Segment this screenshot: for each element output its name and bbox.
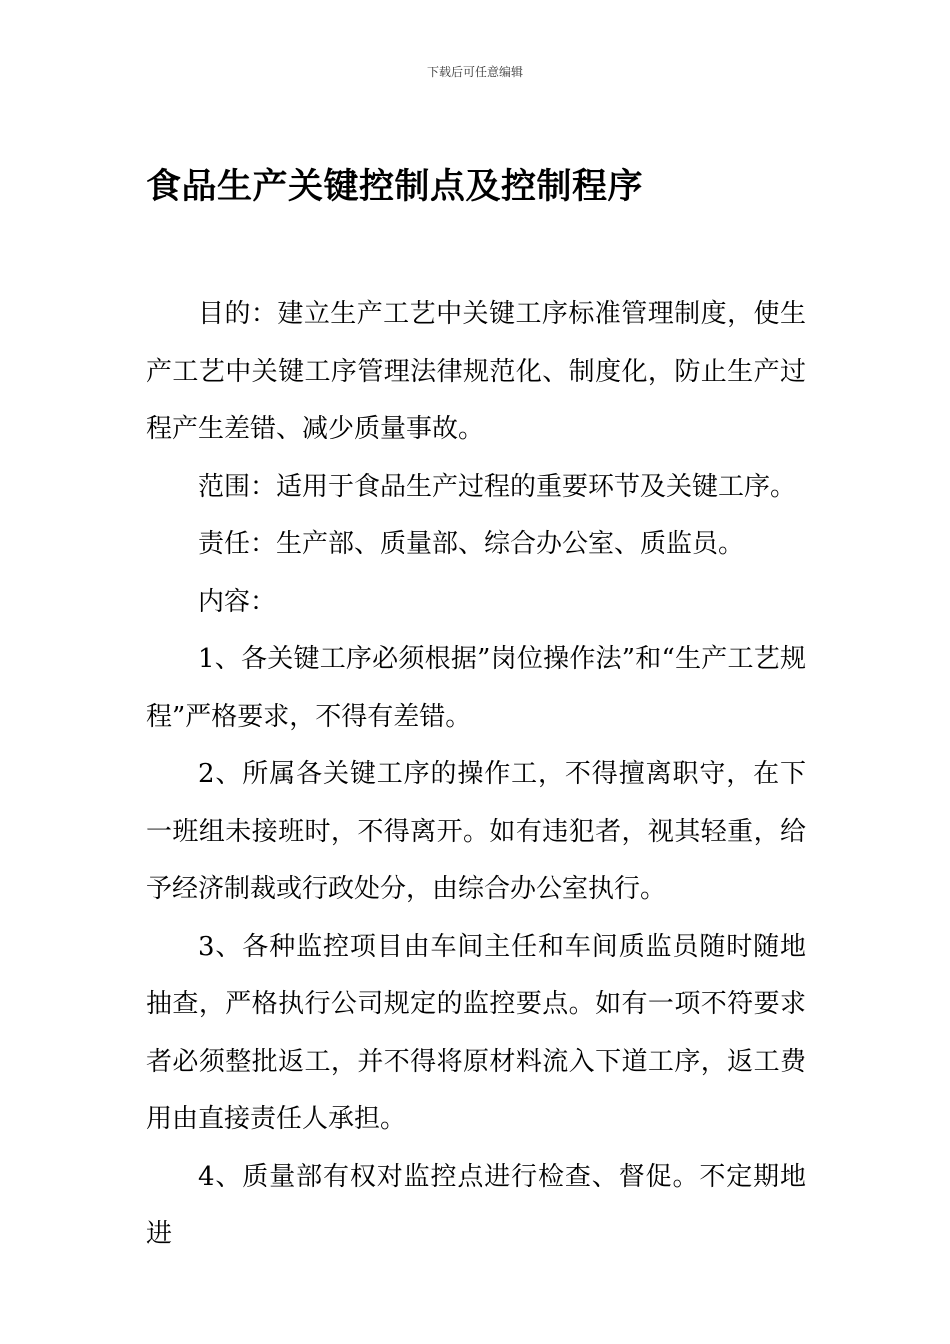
paragraph-item-2: 2、所属各关键工序的操作工，不得擅离职守，在下一班组未接班时，不得离开。如有违犯者，视其轻重，给予经济制裁或行政处分，由综合办公室执行。 [146, 759, 806, 904]
document-body [146, 286, 806, 1264]
document-title: 食品生产关键控制点及控制程序 [146, 167, 644, 207]
paragraph-item-4: 4、质量部有权对监控点进行检查、督促。不定期地进 [146, 1161, 806, 1249]
paragraph-item-3: 3、各种监控项目由车间主任和车间质监员随时随地抽查，严格执行公司规定的监控要点。如有一项不符要求者必须整批返工，并不得将原材料流入下道工序，返工费用由直接责任人承担。 [146, 931, 806, 1134]
paragraph-content-heading: 内容： [198, 586, 277, 617]
header-note: 下载后可任意编辑 [426, 65, 523, 79]
paragraph-purpose: 目的：建立生产工艺中关键工序标准管理制度，使生产工艺中关键工序管理法律规范化、制度化，防止生产过程产生差错、减少质量事故。 [146, 299, 806, 444]
paragraph-responsibility: 责任：生产部、质量部、综合办公室、质监员。 [198, 529, 745, 559]
paragraph-scope: 范围：适用于食品生产过程的重要环节及关键工序。 [198, 471, 797, 502]
paragraph-item-1: 1、各关键工序必须根据”岗位操作法”和“生产工艺规程”严格要求，不得有差错。 [146, 644, 806, 732]
